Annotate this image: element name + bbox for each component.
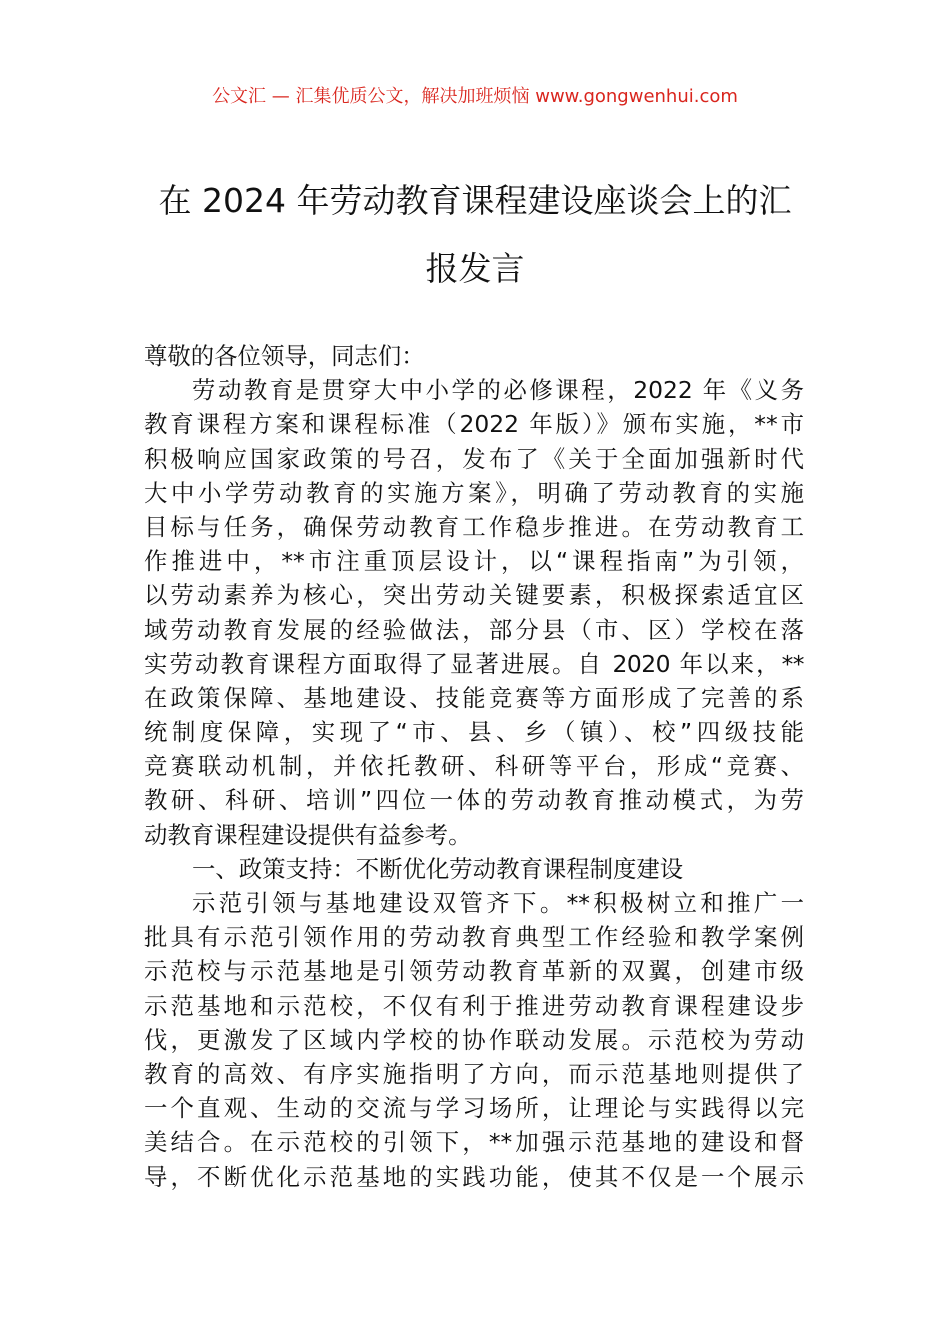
- body-line: 示范引领与基地建设双管齐下。**积极树立和推广一: [192, 889, 804, 917]
- body-line: 在政策保障、基地建设、技能竞赛等方面形成了完善的系: [144, 683, 804, 712]
- body-line: 一个直观、生动的交流与学习场所，让理论与实践得以完: [144, 1094, 804, 1123]
- body-line: 动教育课程建设提供有益参考。: [144, 820, 472, 849]
- body-line: 美结合。在示范校的引领下，**加强示范基地的建设和督: [144, 1128, 804, 1157]
- body-line: 导，不断优化示范基地的实践功能，使其不仅是一个展示: [144, 1162, 804, 1191]
- body-line: 统制度保障，实现了“市、县、乡（镇）、校”四级技能: [144, 718, 804, 747]
- body-line: 示范基地和示范校，不仅有利于推进劳动教育课程建设步: [144, 991, 804, 1020]
- body-line: 实劳动教育课程方面取得了显著进展。自 2020 年以来，**: [144, 649, 804, 678]
- body-line: 教育课程方案和课程标准（2022 年版）》颁布实施，**市: [144, 410, 804, 439]
- section-heading: 一、政策支持：不断优化劳动教育课程制度建设: [192, 854, 684, 883]
- site-banner-text: 公文汇 — 汇集优质公文，解决加班烦恼 www.gongwenhui.com: [212, 86, 738, 107]
- document-body: [144, 339, 804, 1194]
- body-line: 作推进中，**市注重顶层设计，以“课程指南”为引领，: [144, 547, 804, 576]
- body-line: 伐，更激发了区域内学校的协作联动发展。示范校为劳动: [144, 1025, 804, 1054]
- body-line: 批具有示范引领作用的劳动教育典型工作经验和教学案例: [144, 923, 804, 952]
- body-line: 大中小学劳动教育的实施方案》，明确了劳动教育的实施: [144, 478, 804, 507]
- document-title-line-2: 报发言: [425, 249, 525, 288]
- document-title-line-1: 在 2024 年劳动教育课程建设座谈会上的汇: [158, 181, 792, 220]
- body-line: 域劳动教育发展的经验做法，部分县（市、区）学校在落: [144, 615, 804, 644]
- body-line: 目标与任务，确保劳动教育工作稳步推进。在劳动教育工: [144, 512, 804, 541]
- body-line: 教育的高效、有序实施指明了方向，而示范基地则提供了: [144, 1059, 804, 1088]
- site-banner: [0, 84, 950, 110]
- salutation: 尊敬的各位领导，同志们：: [144, 342, 425, 370]
- body-line: 以劳动素养为核心，突出劳动关键要素，积极探索适宜区: [144, 581, 804, 610]
- body-line: 竞赛联动机制，并依托教研、科研等平台，形成“竞赛、: [144, 752, 804, 781]
- body-line: 劳动教育是贯穿大中小学的必修课程，2022 年《义务: [192, 376, 804, 405]
- body-line: 教研、科研、培训”四位一体的劳动教育推动模式，为劳: [144, 786, 804, 815]
- body-line: 积极响应国家政策的号召，发布了《关于全面加强新时代: [144, 444, 804, 473]
- body-line: 示范校与示范基地是引领劳动教育革新的双翼，创建市级: [144, 957, 804, 986]
